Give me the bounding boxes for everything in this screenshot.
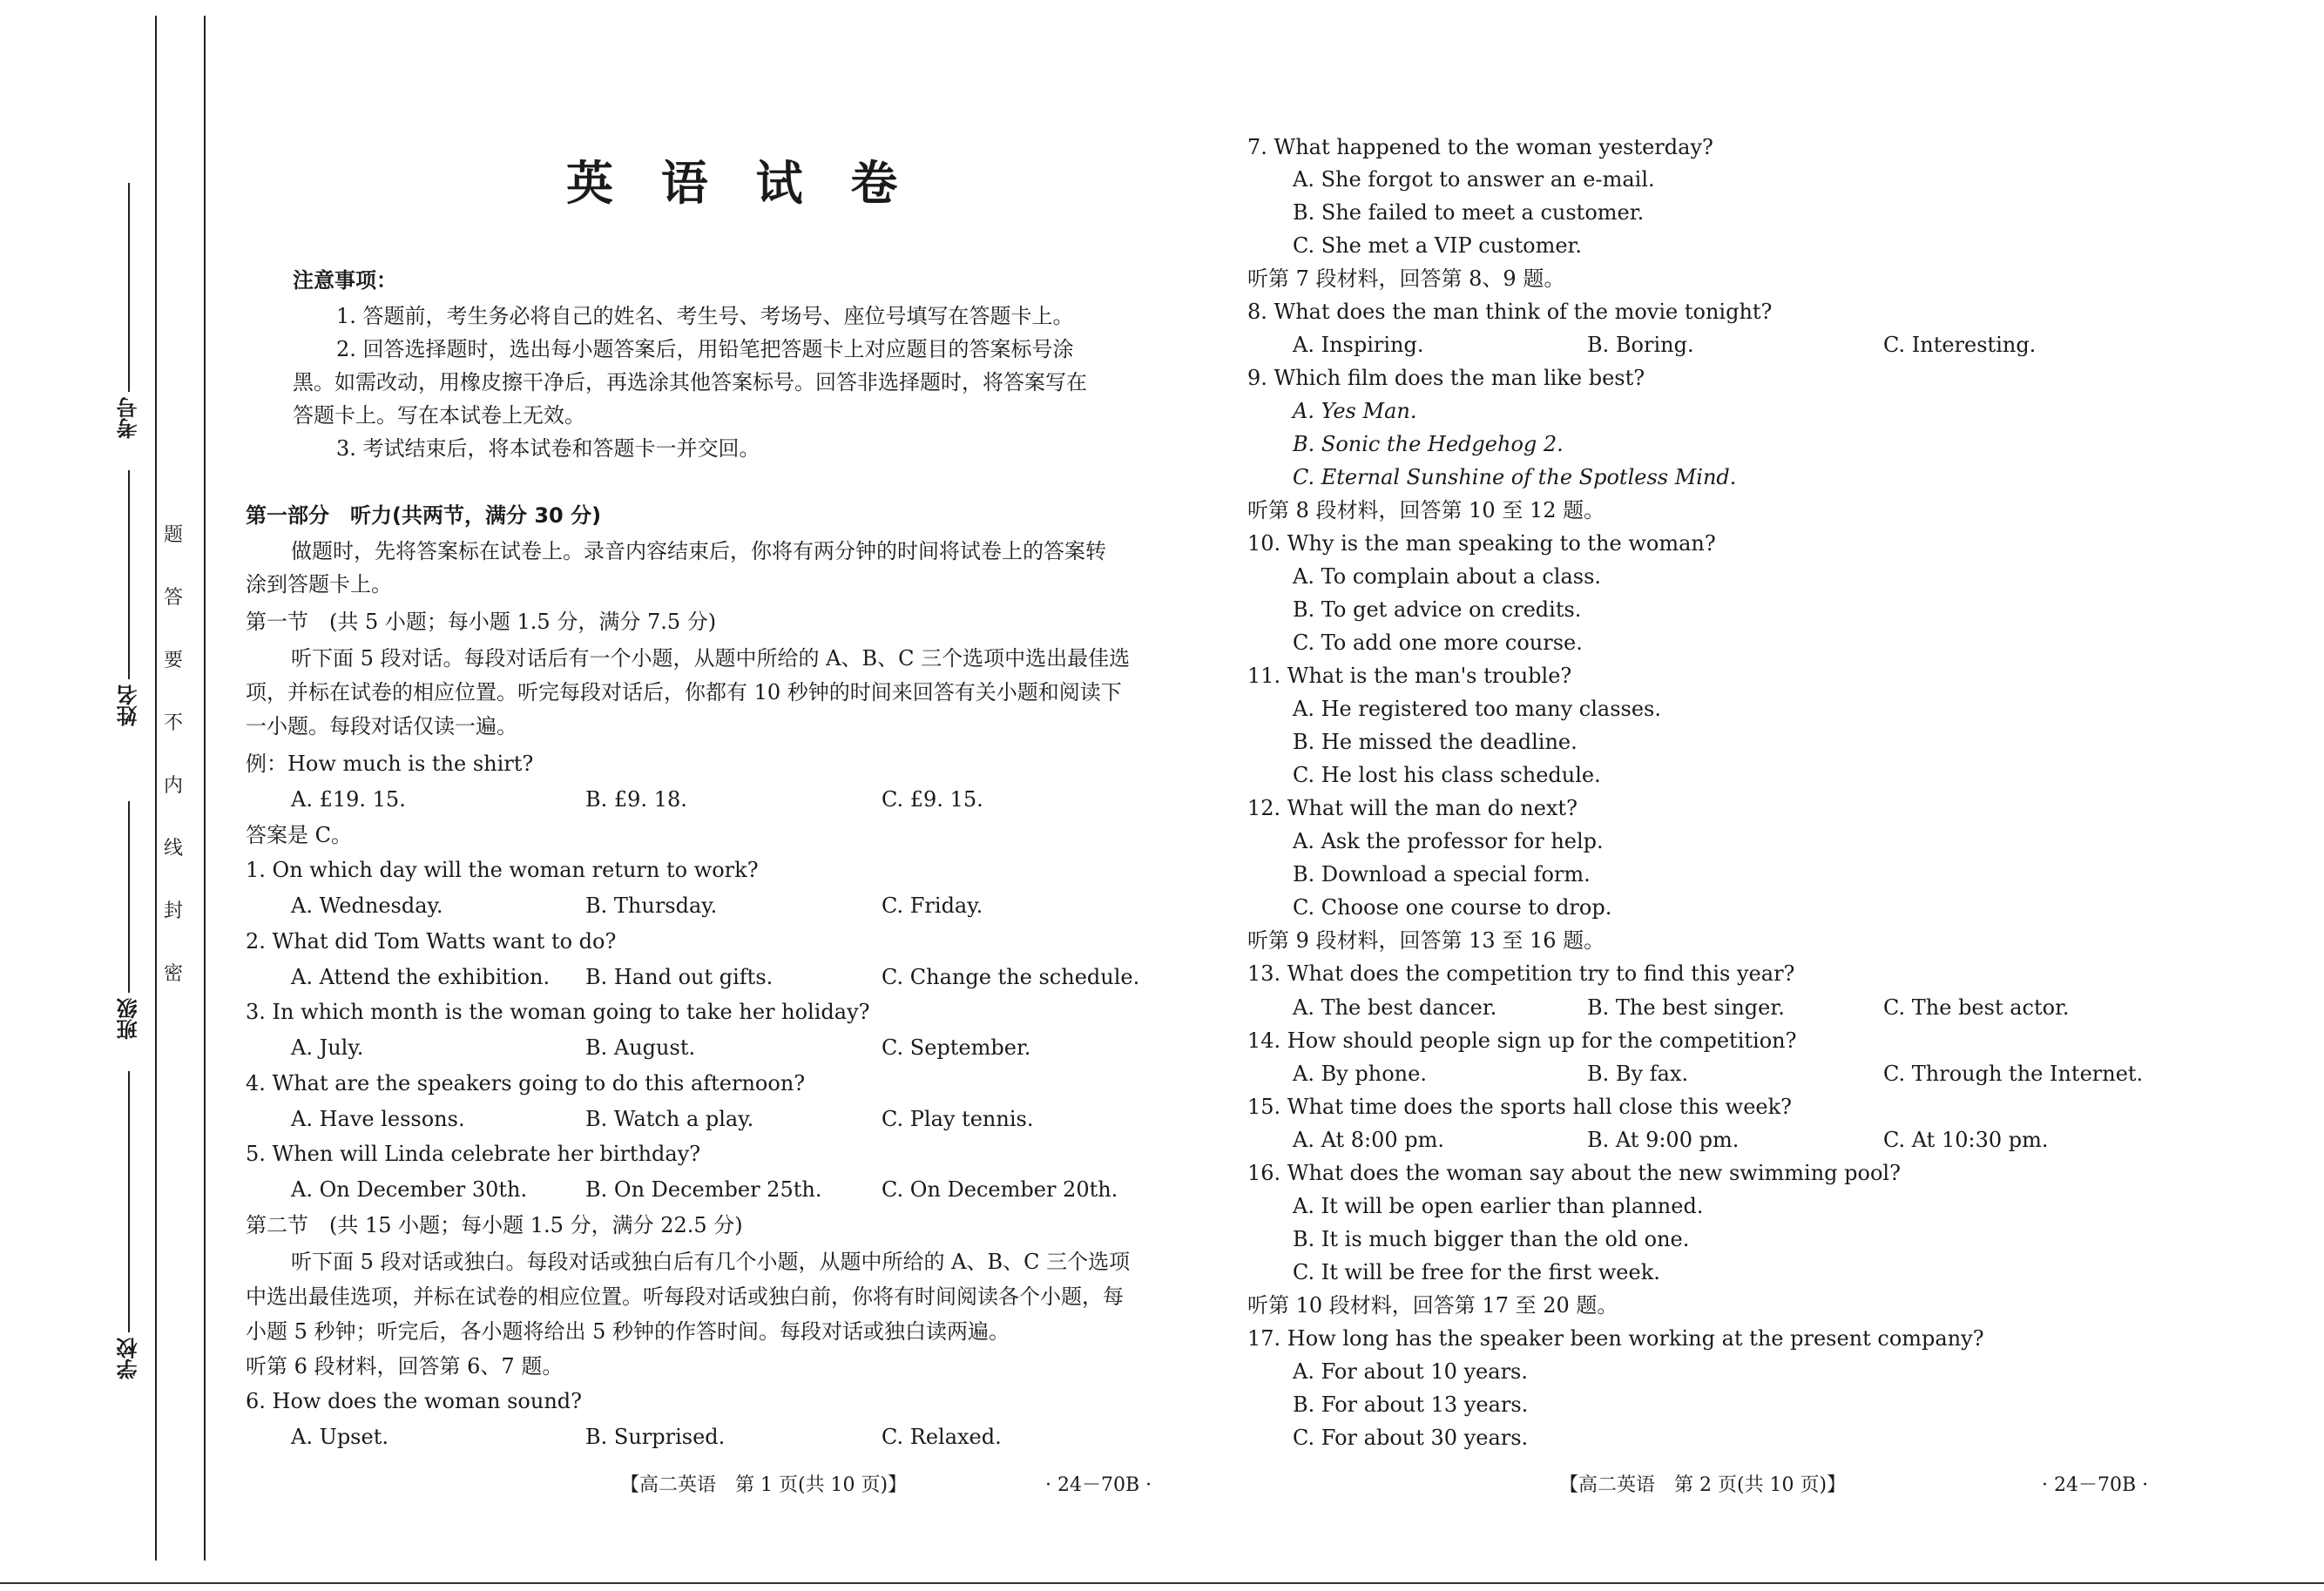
option: A. To complain about a class. [1293,564,1602,589]
option: C. At 10:30 pm. [1883,1128,2049,1152]
question: 14. How should people sign up for the competition? [1247,1028,1797,1053]
option: A. Ask the professor for help. [1293,829,1604,853]
question: 17. How long has the speaker been working at the present company? [1247,1326,1984,1351]
section1-intro: 项，并标在试卷的相应位置。听完每段对话后，你都有 10 秒钟的时间来回答有关小题和阅读下 [246,680,1122,704]
option: B. On December 25th. [585,1177,822,1202]
page-title: 英 语 试 卷 [566,156,914,211]
section2-intro: 小题 5 秒钟；听完后，各小题将给出 5 秒钟的作答时间。每段对话或独白读两遍。 [246,1319,1010,1344]
option: B. Thursday. [585,893,718,918]
option: C. Relaxed. [882,1425,1002,1449]
option: A. Inspiring. [1293,333,1424,357]
example-option-a: A. £19. 15. [291,787,406,812]
material-heading: 听第 8 段材料，回答第 10 至 12 题。 [1247,498,1605,522]
question: 6. How does the woman sound? [246,1389,583,1413]
option: B. For about 13 years. [1293,1392,1529,1417]
option: B. She failed to meet a customer. [1293,200,1645,225]
option: A. By phone. [1293,1062,1427,1086]
example-answer: 答案是 C。 [246,823,352,847]
option: B. Boring. [1587,333,1694,357]
material-heading: 听第 9 段材料，回答第 13 至 16 题。 [1247,928,1605,953]
option: C. It will be free for the first week. [1293,1260,1660,1284]
part1-intro: 做题时，先将答案标在试卷上。录音内容结束后，你将有两分钟的时间将试卷上的答案转 [291,539,1106,563]
question: 2. What did Tom Watts want to do? [246,929,617,954]
field-class[interactable] [113,801,144,1040]
option: C. Eternal Sunshine of the Spotless Mind. [1293,465,1737,489]
example-question: 例：How much is the shirt? [246,752,534,776]
material-heading: 听第 7 段材料，回答第 8、9 题。 [1247,266,1565,291]
option: C. Interesting. [1883,333,2037,357]
section2-intro: 听下面 5 段对话或独白。每段对话或独白后有几个小题，从题中所给的 A、B、C 三个选项 [291,1250,1131,1274]
question: 4. What are the speakers going to do this afternoon? [246,1071,806,1095]
option: A. Have lessons. [291,1107,465,1131]
question: 11. What is the man's trouble? [1247,664,1572,688]
field-label: 班级 [117,998,141,1040]
option: B. Download a special form. [1293,862,1591,887]
option: A. Wednesday. [291,893,443,918]
option: B. Hand out gifts. [585,965,774,989]
seal-char: 不 [164,712,184,734]
binding-line-outer [155,16,157,1561]
seal-char: 要 [164,650,184,671]
option: C. He lost his class schedule. [1293,763,1601,787]
option: A. It will be open earlier than planned. [1293,1194,1704,1218]
option: A. Attend the exhibition. [291,965,551,989]
option: C. She met a VIP customer. [1293,233,1582,258]
section2-intro: 中选出最佳选项，并标在试卷的相应位置。听每段对话或独白前，你将有时间阅读各个小题，每 [246,1284,1124,1309]
notice-line: 3. 考试结束后，将本试卷和答题卡一并交回。 [336,436,760,461]
option: C. For about 30 years. [1293,1426,1529,1450]
option: C. On December 20th. [882,1177,1118,1202]
option: A. For about 10 years. [1293,1359,1528,1384]
question: 3. In which month is the woman going to take her holiday? [246,1000,870,1024]
notice-heading: 注意事项： [293,268,397,293]
material-heading: 听第 6 段材料，回答第 6、7 题。 [246,1354,564,1379]
question: 8. What does the man think of the movie tonight? [1247,300,1773,324]
option: A. He registered too many classes. [1293,697,1661,721]
example-option-c: C. £9. 15. [882,787,983,812]
footer-page-label: 【高二英语 第 1 页(共 10 页)】 [620,1474,908,1496]
example-option-b: B. £9. 18. [585,787,687,812]
seal-char: 答 [164,587,184,609]
seal-char: 内 [164,775,184,797]
question: 16. What does the woman say about the new swimming pool? [1247,1161,1901,1185]
field-exam-number[interactable] [113,183,144,439]
field-label: 学校 [117,1338,141,1379]
section1-intro: 一小题。每段对话仅读一遍。 [246,714,517,738]
option: C. Friday. [882,893,983,918]
notice-line: 黑。如需改动，用橡皮擦干净后，再选涂其他答案标号。回答非选择题时，将答案写在 [293,370,1087,394]
option: C. September. [882,1035,1031,1060]
option: B. By fax. [1587,1062,1689,1086]
question: 1. On which day will the woman return to work? [246,858,759,882]
section2-heading: 第二节 (共 15 小题；每小题 1.5 分，满分 22.5 分) [246,1213,743,1237]
field-school[interactable] [113,1071,144,1379]
question: 9. Which film does the man like best? [1247,366,1645,390]
option: A. The best dancer. [1293,995,1497,1020]
option: B. Watch a play. [585,1107,754,1131]
option: A. July. [291,1035,364,1060]
notice-line: 答题卡上。写在本试卷上无效。 [293,403,585,428]
option: A. At 8:00 pm. [1293,1128,1445,1152]
seal-char: 密 [164,963,184,985]
seal-char: 题 [164,524,184,546]
seal-warning [164,522,183,988]
option: B. He missed the deadline. [1293,730,1577,754]
option: C. Change the schedule. [882,965,1140,989]
section1-intro: 听下面 5 段对话。每段对话后有一个小题，从题中所给的 A、B、C 三个选项中选出最佳选 [291,646,1131,671]
field-label: 姓名 [117,684,141,726]
option: B. The best singer. [1587,995,1785,1020]
section1-heading: 第一节 (共 5 小题；每小题 1.5 分，满分 7.5 分) [246,610,717,634]
option: B. At 9:00 pm. [1587,1128,1740,1152]
field-label: 考号 [117,397,141,439]
option: B. To get advice on credits. [1293,597,1582,622]
option: B. August. [585,1035,696,1060]
seal-char: 线 [164,838,184,860]
notice-line: 1. 答题前，考生务必将自己的姓名、考生号、考场号、座位号填写在答题卡上。 [336,304,1074,328]
option: A. Yes Man. [1293,399,1417,423]
question: 10. Why is the man speaking to the woman? [1247,531,1716,556]
option: B. It is much bigger than the old one. [1293,1227,1690,1251]
option: A. She forgot to answer an e-mail. [1293,167,1655,192]
field-name[interactable] [113,470,144,726]
material-heading: 听第 10 段材料，回答第 17 至 20 题。 [1247,1293,1618,1318]
footer-code: · 24－70B · [2042,1474,2149,1496]
binding-line-inner [204,16,206,1561]
option: A. On December 30th. [291,1177,528,1202]
option: C. To add one more course. [1293,630,1583,655]
option: A. Upset. [291,1425,388,1449]
question: 13. What does the competition try to find this year? [1247,961,1795,986]
question: 5. When will Linda celebrate her birthday? [246,1142,701,1166]
option: C. Play tennis. [882,1107,1034,1131]
part1-heading: 第一部分 听力(共两节，满分 30 分) [246,503,602,528]
seal-char: 封 [164,900,184,922]
option: B. Sonic the Hedgehog 2. [1293,432,1564,456]
option: C. The best actor. [1883,995,2070,1020]
notice-line: 2. 回答选择题时，选出每小题答案后，用铅笔把答题卡上对应题目的答案标号涂 [336,337,1074,361]
question: 15. What time does the sports hall close this week? [1247,1095,1793,1119]
page-bottom-rule [0,1582,2324,1584]
footer-page-label: 【高二英语 第 2 页(共 10 页)】 [1559,1474,1847,1496]
question: 7. What happened to the woman yesterday? [1247,135,1713,159]
option: C. Choose one course to drop. [1293,895,1612,920]
question: 12. What will the man do next? [1247,796,1577,820]
option: C. Through the Internet. [1883,1062,2144,1086]
part1-intro: 涂到答题卡上。 [246,572,392,597]
option: B. Surprised. [585,1425,726,1449]
footer-code: · 24－70B · [1045,1474,1152,1496]
